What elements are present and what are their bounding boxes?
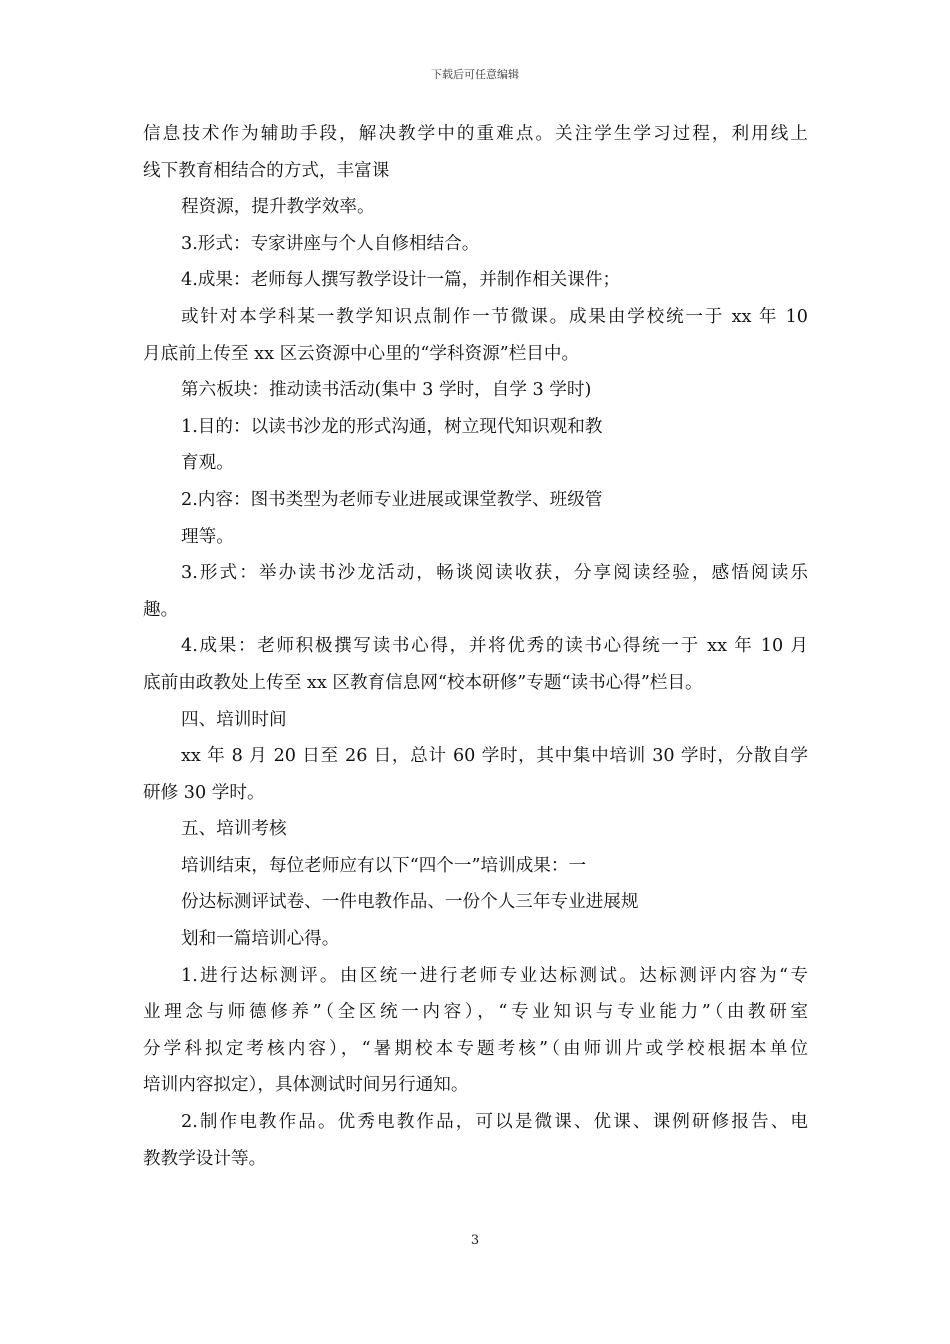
paragraph-line: 3.形式：专家讲座与个人自修相结合。	[181, 233, 480, 254]
paragraph-line: 3.形式：举办读书沙龙活动，畅谈阅读收获，分享阅读经验，感悟阅读乐	[181, 563, 808, 584]
paragraph-line: 分学科拟定考核内容），“暑期校本专题考核”（由师训片或学校根据本单位	[143, 1038, 808, 1059]
page-header-note: 下载后可任意编辑	[431, 68, 519, 81]
section-heading: 第六板块：推动读书活动(集中 3 学时，自学 3 学时)	[181, 380, 592, 401]
paragraph-line: 份达标测评试卷、一件电教作品、一份个人三年专业进展规	[181, 892, 639, 913]
paragraph-line: 理等。	[181, 526, 234, 547]
paragraph-line: 或针对本学科某一教学知识点制作一节微课。成果由学校统一于 xx 年 10	[181, 306, 808, 327]
paragraph-line: 信息技术作为辅助手段，解决教学中的重难点。关注学生学习过程，利用线上	[143, 124, 808, 144]
paragraph-line: xx 年 8 月 20 日至 26 日，总计 60 学时，其中集中培训 30 学时，分散自学	[181, 746, 808, 767]
document-body	[143, 116, 808, 1177]
paragraph-line: 底前由政教处上传至 xx 区教育信息网“校本研修”专题“读书心得”栏目。	[143, 672, 703, 693]
paragraph-line: 趣。	[143, 599, 179, 620]
paragraph-line: 4.成果：老师积极撰写读书心得，并将优秀的读书心得统一于 xx 年 10 月	[181, 636, 808, 657]
paragraph-line: 培训内容拟定），具体测试时间另行通知。	[143, 1075, 469, 1096]
paragraph-line: 培训结束，每位老师应有以下“四个一”培训成果：一	[181, 855, 587, 876]
paragraph-line: 2.内容：图书类型为老师专业进展或课堂教学、班级管	[181, 489, 603, 510]
page-number: 3	[470, 1233, 480, 1248]
paragraph-line: 线下教育相结合的方式，丰富课	[143, 160, 390, 181]
paragraph-line: 1.进行达标测评。由区统一进行老师专业达标测试。达标测评内容为“专	[181, 965, 808, 986]
section-heading: 五、培训考核	[181, 819, 287, 840]
paragraph-line: 研修 30 学时。	[143, 782, 265, 803]
paragraph-line: 月底前上传至 xx 区云资源中心里的“学科资源”栏目中。	[143, 343, 580, 364]
paragraph-line: 1.目的：以读书沙龙的形式沟通，树立现代知识观和教	[181, 416, 603, 437]
paragraph-line: 划和一篇培训心得。	[181, 929, 340, 950]
paragraph-line: 业理念与师德修养”（全区统一内容），“专业知识与专业能力”（由教研室	[143, 1002, 808, 1023]
paragraph-line: 程资源，提升教学效率。	[181, 197, 375, 218]
paragraph-line: 4.成果：老师每人撰写教学设计一篇，并制作相关课件；	[181, 270, 621, 291]
paragraph-line: 2.制作电教作品。优秀电教作品，可以是微课、优课、课例研修报告、电	[181, 1112, 808, 1133]
section-heading: 四、培训时间	[181, 709, 287, 730]
paragraph-line: 教教学设计等。	[143, 1148, 267, 1169]
paragraph-line: 育观。	[181, 453, 234, 474]
